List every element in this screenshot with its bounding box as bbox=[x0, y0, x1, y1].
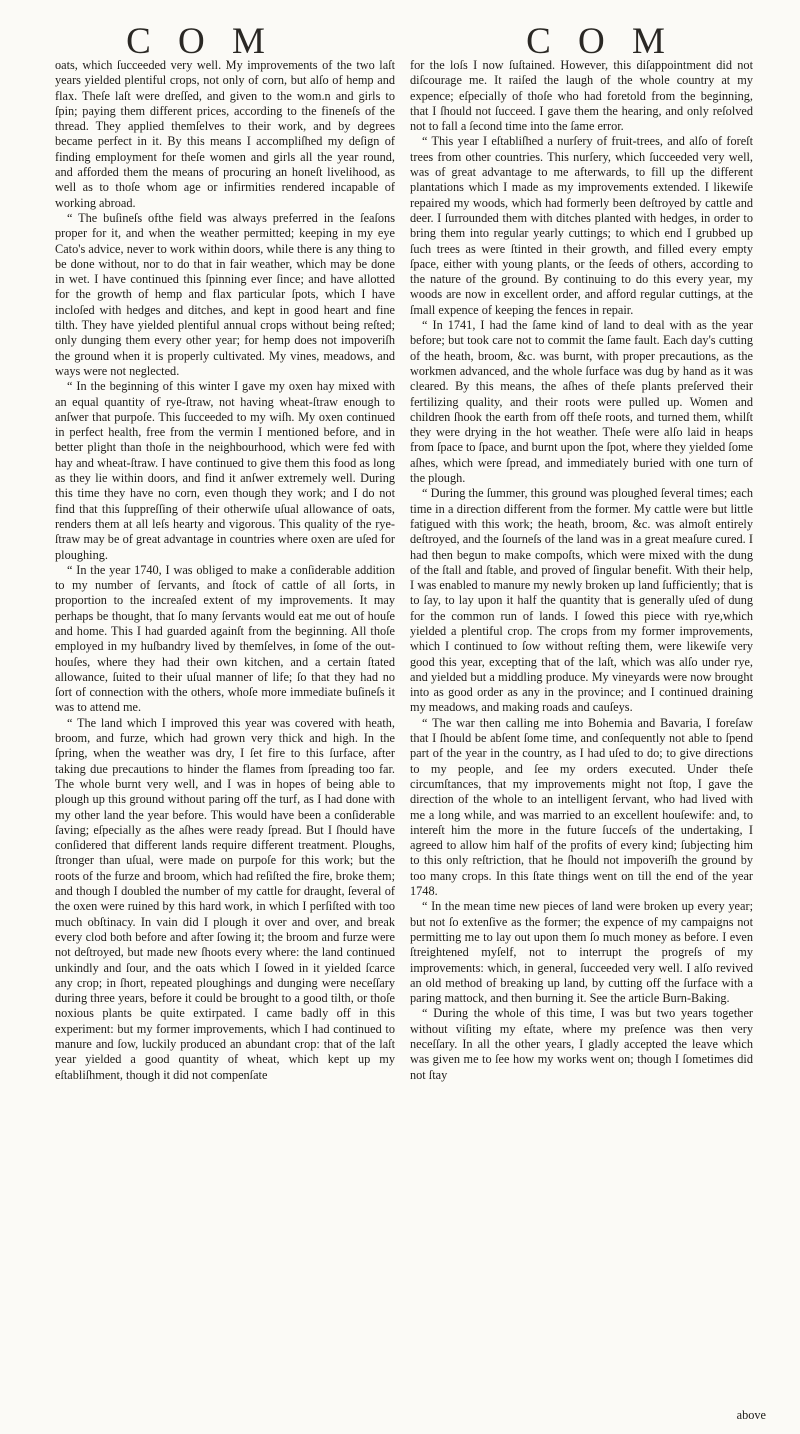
paragraph: “ This year I eſtabliſhed a nurſery of fruit-trees, and alſo of foreſt trees from other countries. This nurſery, which ſucceeded very well, was of great advantage to me afterwards, to fill up the different plantations which I made as my improvements extended. I likewiſe repaired my woods, which had formerly been deſtroyed by cattle and deer. I ſurrounded them with ditches planted with hedges, in order to bring them into regular yearly cuttings; to which end I grubbed up ſuch trees as were ſtinted in their growth, and filled every empty ſpace, either with young plants, or the ſeeds of others, according to the nature of the ground. By continuing to do this every year, my woods are now in excellent order, and afford regular cuttings, at the ſmall expence of keeping the fences in repair. bbox=[410, 134, 753, 317]
paragraph: “ In the beginning of this winter I gave my oxen hay mixed with an equal quantity of rye-ſtraw, not having wheat-ſtraw enough to anſwer that purpoſe. This ſucceeded to my wiſh. My oxen continued in perfect health, free from the vermin I mentioned before, and in better plight than thoſe in the neighbourhood, which were fed with hay and wheat-ſtraw. I have continued to give them this food as long as they lie within doors, and find it anſwer extremely well. During this time they have no corn, even though they work; and I do not find that this ſuppreſſing of their otherwiſe uſual allowance of oats, renders them at all leſs hearty and vigorous. This quality of the rye-ſtraw may be of great advantage in countries where oxen are uſed for ploughing. bbox=[55, 379, 395, 562]
right-column bbox=[410, 58, 753, 1424]
paragraph: “ During the ſummer, this ground was ploughed ſeveral times; each time in a direction different from the former. My cattle were but little fatigued with this work; the heath, broom, &c. was almoſt entirely deſtroyed, and the ſourneſs of the land was in a great meaſure cured. I had then begun to make compoſts, which were mixed with the dung of the ſtall and ſtable, and proved of ſingular benefit. With their help, I was enabled to manure my newly broken up land ſufficiently; that is to ſay, to lay upon it half the quantity that is generally uſed of dung for the common run of lands. I ſowed this piece with rye,which yielded a plentiful crop. The crops from my former improvements, which I continued to ſow without reſting them, were likewiſe very good this year, excepting that of the laſt, which was alſo under rye, and yielded but a middling produce. My vineyards were now brought into as good order as any in the province; and I continued draining my meadows, and making roads and cauſeys. bbox=[410, 486, 753, 715]
paragraph: oats, which ſucceeded very well. My improvements of the two laſt years yielded plentiful crops, not only of corn, but alſo of hemp and flax. Theſe laſt were dreſſed, and given to the wom.n and girls to ſpin; paying them different prices, according to the fineneſs of the thread. They applied themſelves to their work, and by degrees became perfect in it. By this means I accompliſhed my deſign of finding employment for theſe women and girls all the year round, and afforded them the means of procuring an honeſt livelihood, as well as to thoſe whom age or infirmities rendered incapable of working abroad. bbox=[55, 58, 395, 210]
running-head-right: C O M bbox=[526, 21, 674, 62]
paragraph: “ In the year 1740, I was obliged to make a conſiderable addition to my number of ſervants, and ſtock of cattle of all ſorts, in proportion to the increaſed extent of my improvements. It may perhaps be thought, that ſo many ſervants would eat me out of houſe and home. This I had guarded againſt from the beginning. All thoſe employed in my huſbandry lived by themſelves, in ſome of the out-houſes, where they had their own kitchen, and a certain ſtated allowance, ſuited to their uſual manner of life; ſo that they had no ſort of connection with the others, whoſe more immediate buſineſs it was to attend me. bbox=[55, 562, 395, 715]
running-head-left: C O M bbox=[126, 21, 274, 62]
paragraph: “ The buſineſs ofthe field was always preferred in the ſeaſons proper for it, and when the weather permitted; keeping in my eye Cato's advice, never to work within doors, while there is any thing to be done without, nor to do that in fair weather, which may be done in wet. I have continued this ſpinning ever ſince; and have allotted for the growth of hemp and flax particular ſpots, which I have incloſed with hedges and ditches, and kept in good heart and fine tilth. They have yielded plentiful annual crops without being reſted; only dunging them every other year; for hemp does not impoveriſh the ground when it is properly cultivated. My vines, meadows, and ways were not neglected. bbox=[55, 210, 395, 378]
paragraph: “ In the mean time new pieces of land were broken up every year; but not ſo extenſive as the former; the expence of my campaigns not permitting me to lay out upon them ſo much money as before. I even ſtreightened myſelf, not to interrupt the progreſs of my improvements: which, in general, ſucceeded very well. I alſo revived an old method of breaking up land, by cutting off the ſurface with a paring mattock, and then burning it. See the article Burn-Baking. bbox=[410, 899, 753, 1006]
left-column bbox=[55, 58, 395, 1424]
paragraph: “ During the whole of this time, I was but two years together without viſiting my eſtate, where my preſence was then very neceſſary. In all the other years, I gladly accepted the leave which was given me to ſee how my works went on; though I ſometimes did not ſtay bbox=[410, 1006, 753, 1082]
paragraph: “ The war then calling me into Bohemia and Bavaria, I foreſaw that I ſhould be abſent ſome time, and conſequently not able to ſpend part of the year in the country, as I had uſed to do; to give directions to my people, and ſee my orders executed. Under theſe circumſtances, that my improvements might not ſtop, I gave the direction of the whole to an intelligent ſervant, who had lived with me a long while, and was married to an excellent houſewife: and, to intereſt him the more in the future ſucceſs of the undertaking, I agreed to allow him half of the profits of every kind; ſubjecting him to this only reſtriction, that he ſhould not impoveriſh the ground by too many crops. In this ſtate things went on till the end of the year 1748. bbox=[410, 715, 753, 899]
paragraph: for the loſs I now ſuſtained. However, this diſappointment did not diſcourage me. It raiſed the laugh of the whole country at my expence; eſpecially of thoſe who had foretold from the beginning, that I ſhould not ſucceed. I gave them the hearing, and only reſolved not to fall a ſecond time into the ſame error. bbox=[410, 58, 753, 134]
paragraph: “ In 1741, I had the ſame kind of land to deal with as the year before; but took care not to commit the ſame fault. Each day's cutting of the heath, broom, &c. was burnt, with proper precautions, as the workmen advanced, and the whole ſurface was dug by hand as it was cleared. By this means, the aſhes of theſe plants preſerved their fertilizing quality, and their roots were pulled up. Women and children ſhook the earth from off theſe roots, and turned them, whilſt they were drying in the hot weather. Theſe were alſo laid in heaps from ſpace to ſpace, and burnt upon the ſpot, where they yielded ſome aſhes, which were ſpread, and immediately buried with one turn of the plough. bbox=[410, 318, 753, 486]
catchword: above bbox=[736, 1408, 766, 1422]
paragraph: “ The land which I improved this year was covered with heath, broom, and furze, which had grown very thick and high. In the ſpring, when the weather was dry, I ſet fire to this ſurface, after taking due precautions to hinder the flames from ſpreading too far. The whole burnt very well, and I was in hopes of being able to plough up this ground without paring off the turf, as I had done with my other land the year before. This would have been a conſiderable ſaving; eſpecially as the aſhes were ready ſpread. But I ſhould have conſidered that different lands require different treatment. Ploughs, ſtronger than uſual, were made on purpoſe for this work; but the roots of the furze and broom, which had reſiſted the fire, broke them; and though I doubled the number of my cattle for draught, ſeveral of the oxen were ruined by this hard work, in which I perſiſted with too much obſtinacy. In vain did I plough it over and over, and break every clod both before and after ſowing it; the broom and furze were not deſtroyed, but made new ſhoots every where: the land continued unkindly and ſour, and the oats which I ſowed in it yielded ſcarce any crop; in ſhort, repeated ploughings and dunging were neceſſary during three years, before it could be brought to a good tilth, or thoſe noxious plants be quite extirpated. I came badly off in this experiment: but my former improvements, which I had continued to manure and ſow, luckily produced an abundant crop: that of the laſt year yielded a good quantity of wheat, which kept up my eſtabliſhment, though it did not compenſate bbox=[55, 715, 395, 1082]
